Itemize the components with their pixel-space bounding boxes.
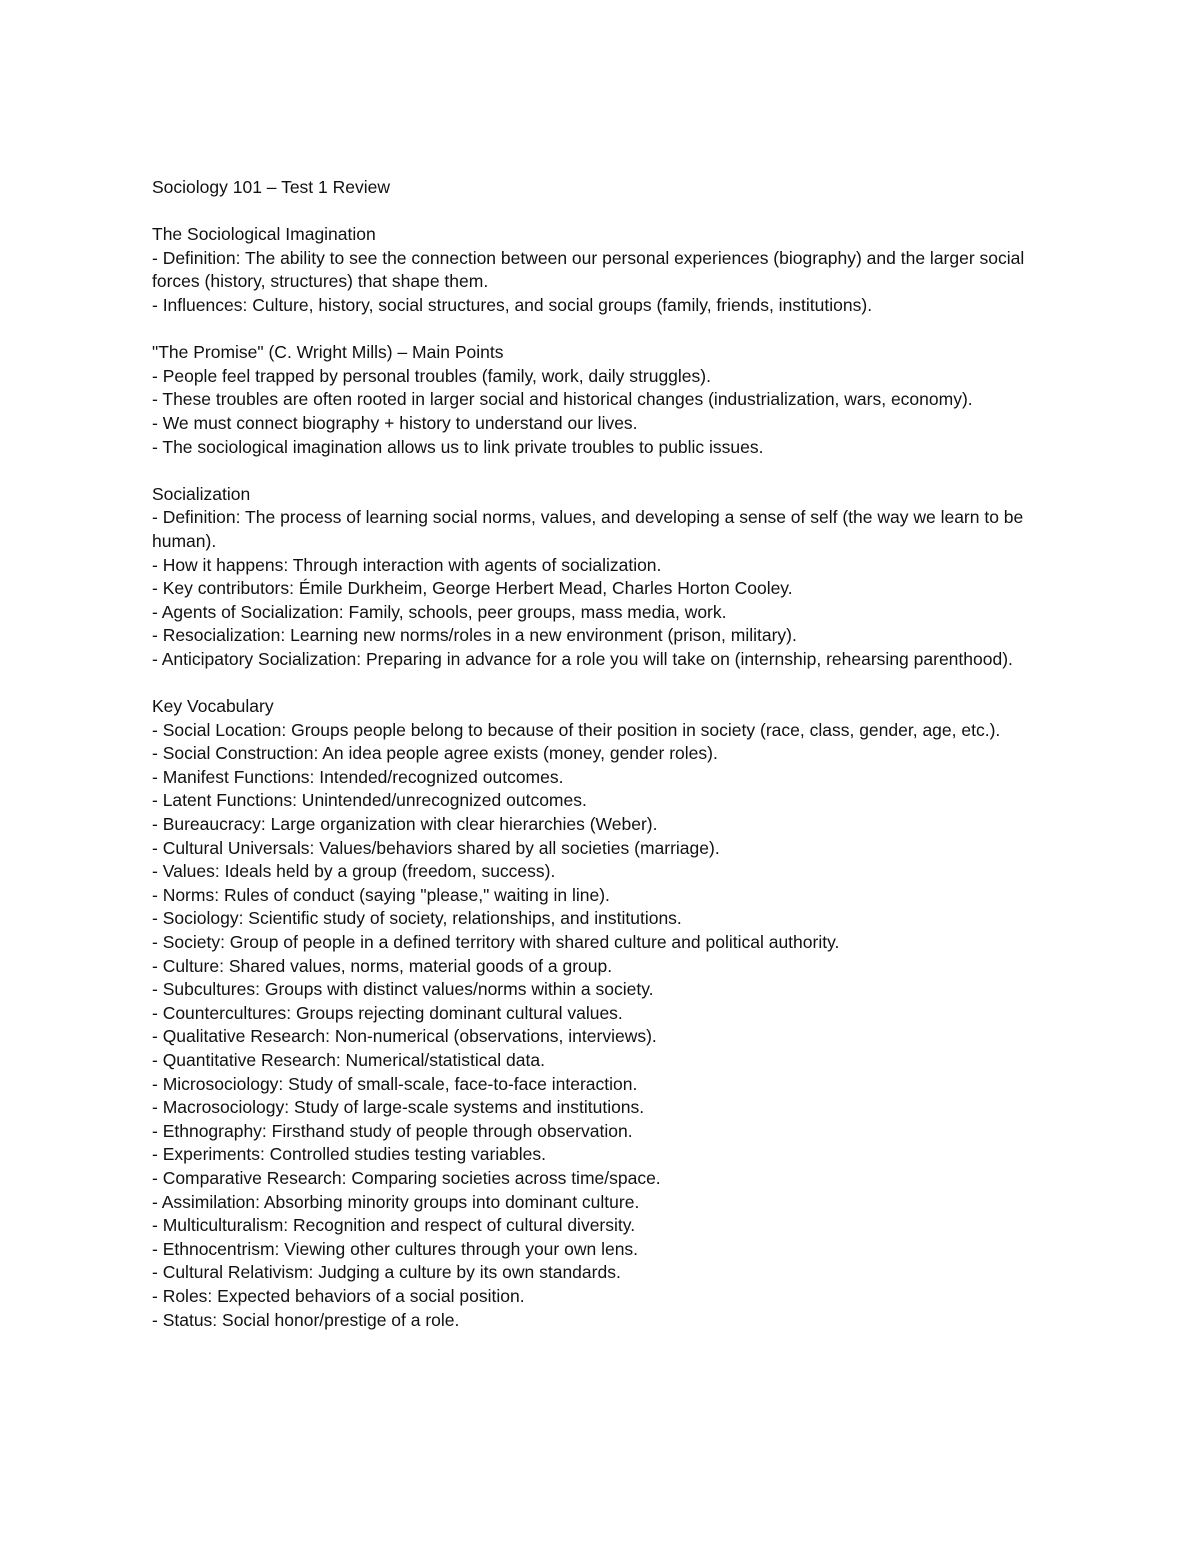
list-item: - How it happens: Through interaction with agents of socialization. [152,554,662,575]
list-item: - Norms: Rules of conduct (saying "please," waiting in line). [152,884,610,905]
list-item: - Values: Ideals held by a group (freedom, success). [152,861,556,882]
list-item: - Cultural Universals: Values/behaviors shared by all societies (marriage). [152,837,720,858]
section [152,223,1052,317]
list-item: - Countercultures: Groups rejecting dominant cultural values. [152,1002,623,1023]
list-item: - Society: Group of people in a defined territory with shared culture and political authority. [152,932,840,952]
section [152,695,1052,1332]
list-item: - People feel trapped by personal troubles (family, work, daily struggles). [152,365,711,386]
list-item: - These troubles are often rooted in larger social and historical changes (industrialization, wars, economy). [152,389,973,410]
list-item: - Ethnocentrism: Viewing other cultures through your own lens. [152,1238,639,1259]
list-item: - Anticipatory Socialization: Preparing in advance for a role you will take on (internship, rehearsing parenthood). [152,648,1013,669]
list-item: - Sociology: Scientific study of society, relationships, and institutions. [152,908,682,929]
list-item: - Assimilation: Absorbing minority groups into dominant culture. [152,1191,640,1212]
list-item: - Culture: Shared values, norms, material goods of a group. [152,955,613,976]
list-item: - Social Location: Groups people belong to because of their position in society (race, class, gender, age, etc.). [152,719,1001,740]
list-item: - Bureaucracy: Large organization with clear hierarchies (Weber). [152,814,658,835]
section [152,341,1052,459]
list-item: - Cultural Relativism: Judging a culture by its own standards. [152,1262,621,1283]
document-page [152,176,1052,1332]
list-item: - Resocialization: Learning new norms/roles in a new environment (prison, military). [152,625,797,646]
list-item: - Microsociology: Study of small-scale, face-to-face interaction. [152,1073,638,1094]
list-item: - Macrosociology: Study of large-scale systems and institutions. [152,1097,645,1118]
section-heading: "The Promise" (C. Wright Mills) – Main Points [152,342,504,363]
list-item: - Qualitative Research: Non-numerical (observations, interviews). [152,1026,657,1047]
list-item: - Roles: Expected behaviors of a social position. [152,1285,525,1306]
list-item: - Quantitative Research: Numerical/statistical data. [152,1049,545,1070]
section-heading: The Sociological Imagination [152,224,376,245]
list-item: - Key contributors: Émile Durkheim, George Herbert Mead, Charles Horton Cooley. [152,578,793,599]
document-sections [152,223,1052,1332]
section [152,483,1052,672]
list-item: - Latent Functions: Unintended/unrecognized outcomes. [152,790,587,811]
document-title: Sociology 101 – Test 1 Review [152,177,391,197]
list-item: - Subcultures: Groups with distinct values/norms within a society. [152,979,654,1000]
list-item: - Agents of Socialization: Family, schools, peer groups, mass media, work. [152,601,727,622]
list-item: - The sociological imagination allows us to link private troubles to public issues. [152,436,764,457]
list-item: - Social Construction: An idea people agree exists (money, gender roles). [152,743,718,764]
list-item: - Multiculturalism: Recognition and respect of cultural diversity. [152,1215,636,1236]
list-item: - Status: Social honor/prestige of a role. [152,1309,460,1330]
list-item: - Ethnography: Firsthand study of people through observation. [152,1120,633,1141]
list-item: - Definition: The ability to see the connection between our personal experiences (biography) and the larger social forces (history, structures) that shape them. [152,247,1025,292]
list-item: - Experiments: Controlled studies testing variables. [152,1144,546,1165]
list-item: - Influences: Culture, history, social structures, and social groups (family, friends, institutions). [152,294,873,315]
list-item: - Definition: The process of learning social norms, values, and developing a sense of self (the way we learn to be human). [152,507,1024,551]
list-item: - Manifest Functions: Intended/recognized outcomes. [152,766,564,787]
section-heading: Socialization [152,483,251,504]
list-item: - Comparative Research: Comparing societies across time/space. [152,1167,661,1188]
list-item: - We must connect biography + history to understand our lives. [152,412,638,433]
section-heading: Key Vocabulary [152,696,274,717]
